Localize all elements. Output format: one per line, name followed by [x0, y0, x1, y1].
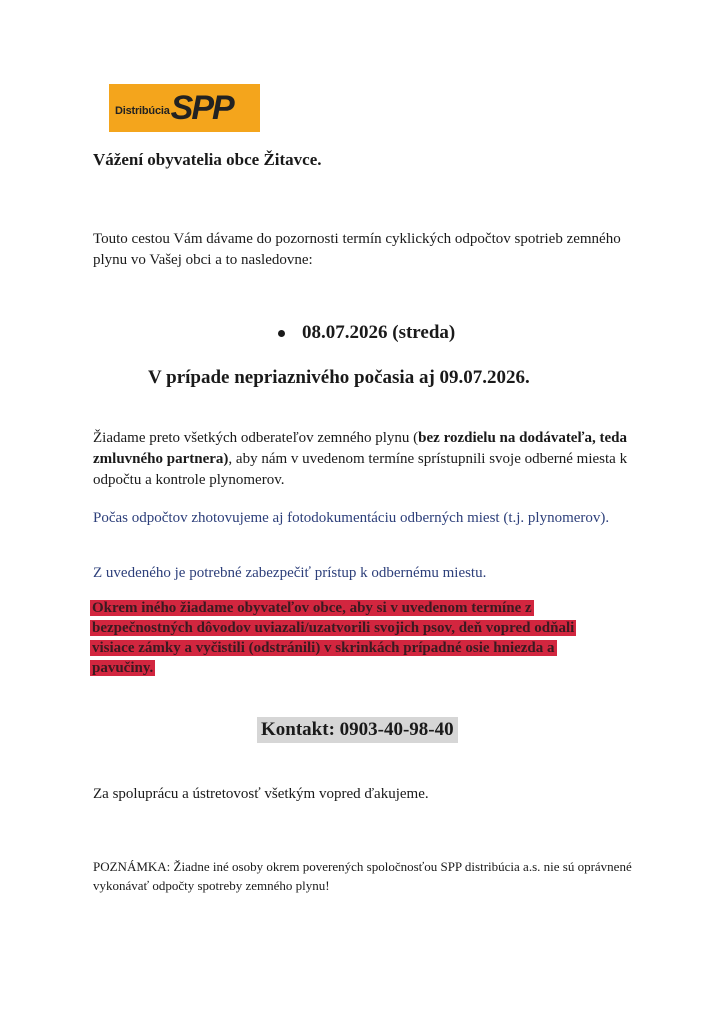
- request-paragraph: [93, 428, 653, 491]
- request-text-bold: bez rozdielu na dodávateľa, teda zmluvného partnera): [93, 430, 627, 467]
- footnote-note: POZNÁMKA: Žiadne iné osoby okrem poverených spoločnosťou SPP distribúcia a.s. nie sú oprávnené vykonávať odpočty spotreby zemného plynu!: [93, 859, 632, 893]
- access-note: Z uvedeného je potrebné zabezpečiť prístup k odbernému miestu.: [93, 565, 487, 581]
- warning-highlighted-paragraph: [90, 598, 600, 678]
- logo-text-big: SPP: [170, 89, 233, 127]
- logo-text-small: Distribúcia: [115, 105, 170, 117]
- request-text-before: Žiadame preto všetkých odberateľov zemného plynu (: [93, 430, 419, 446]
- thanks-line: Za spoluprácu a ústretovosť všetkým vopred ďakujeme.: [93, 786, 429, 802]
- reading-date-line: [278, 322, 455, 344]
- intro-paragraph: Touto cestou Vám dávame do pozornosti termín cyklických odpočtov spotrieb zemného plynu vo Vašej obci a to nasledovne:: [93, 231, 621, 268]
- contact-phone: Kontakt: 0903-40-98-40: [257, 717, 458, 743]
- warning-text: Okrem iného žiadame obyvateľov obce, aby si v uvedenom termíne z bezpečnostných dôvodov uviazali/uzatvorili svojich psov, deň vopred odňali visiace zámky a vyčistili (odstránili) v skrinkách prípadné osie hniezda a pavučiny.: [92, 600, 575, 676]
- greeting-heading: Vážení obyvatelia obce Žitavce.: [93, 150, 322, 169]
- bullet-icon: [278, 330, 285, 337]
- photo-documentation-note: Počas odpočtov zhotovujeme aj fotodokumentáciu odberných miest (t.j. plynomerov).: [93, 510, 610, 526]
- spp-distribucia-logo: [109, 84, 260, 132]
- reading-date-text: 08.07.2026 (streda): [302, 322, 456, 343]
- bad-weather-date-line: V prípade nepriaznivého počasia aj 09.07.2026.: [148, 367, 530, 388]
- request-text-after: , aby nám v uvedenom termíne sprístupnili svoje odberné miesta k odpočtu a kontrole plynomerov.: [93, 451, 628, 488]
